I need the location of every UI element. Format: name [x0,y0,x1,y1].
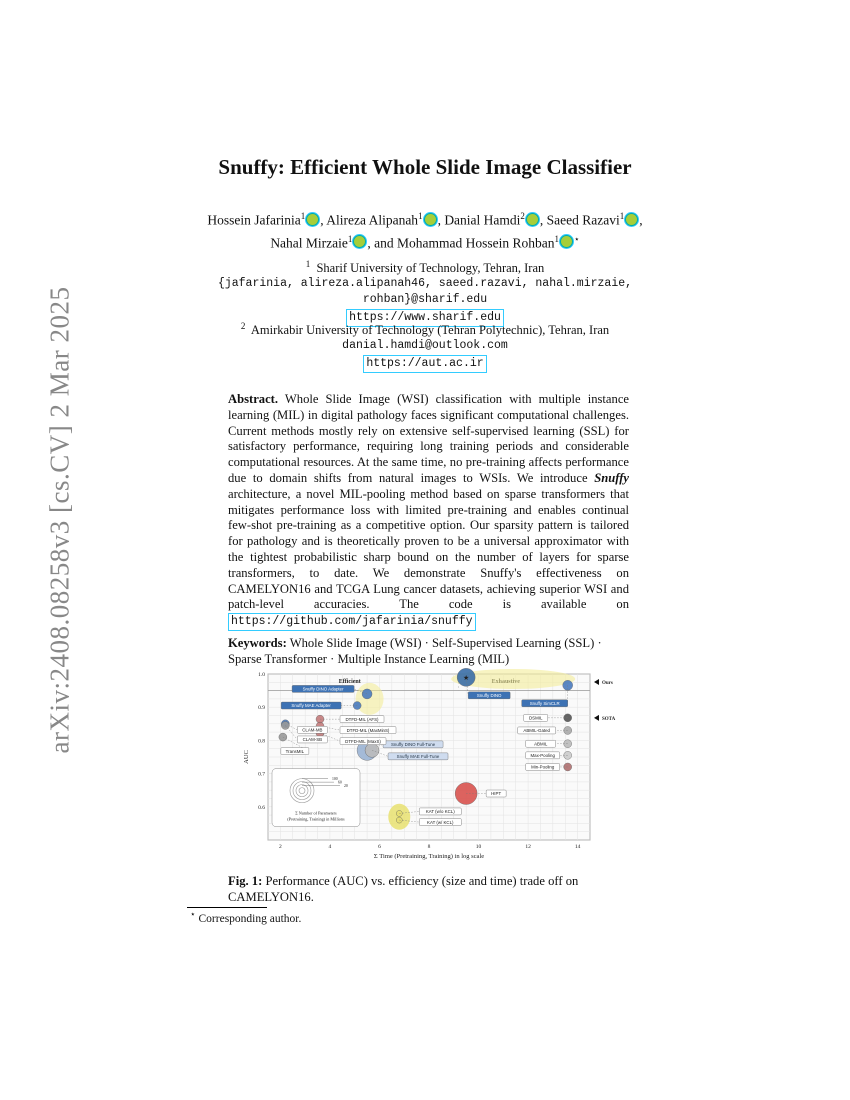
paper-title: Snuffy: Efficient Whole Slide Image Classifier [218,155,632,179]
performance-efficiency-chart [228,668,628,863]
star-icon: ★ [463,673,470,682]
affiliation-url-link[interactable]: https://aut.ac.ir [363,355,486,373]
abstract-label: Abstract. [228,392,279,406]
data-label: ABMIL-Gated [523,728,551,734]
region-label: Efficient [338,679,361,685]
marker-label: Ours [602,680,613,686]
data-label: HIPT [491,791,502,797]
orcid-icon[interactable] [560,235,573,248]
x-tick-label: 14 [574,844,581,850]
data-label: Snuffy DINO Adapter [302,686,344,692]
x-tick-label: 6 [378,844,381,850]
x-axis-label: Σ Time (Pretraining, Training) in log scale [373,853,485,860]
data-point [365,743,379,757]
x-tick-label: 10 [475,844,482,850]
y-tick-label: 0.6 [258,804,265,811]
data-label: CLAM-MB [302,727,323,733]
legend-size-label: 100 [332,777,338,782]
y-axis-label: AUC [243,750,250,764]
affiliation-url-link[interactable]: https://www.sharif.edu [346,309,504,327]
data-label: KAT (w/o KCL) [425,809,455,815]
author-name: Nahal Mirzaie [270,235,348,250]
data-label: DTFD-MIL (AFS) [345,716,379,722]
x-tick-label: 2 [279,844,282,850]
data-label: Min-Pooling [531,764,555,770]
author-name: Hossein Jafarinia [207,212,301,228]
email-line: {jafarinia, alireza.alipanah46, saeed.razavi, nahal.mirzaie, [217,277,633,291]
orcid-icon[interactable] [526,213,539,226]
data-label: Snuffy SimCLR [529,700,560,706]
footnote-rule [187,907,267,908]
data-label: DTFD-MIL (MaxMinS) [346,727,390,733]
data-label: KAT (w/ KCL) [427,819,454,825]
arxiv-identifier: arXiv:2408.08258v3 [cs.CV] 2 Mar 2025 [44,286,75,754]
legend-title: Σ Number of Parameters [295,810,337,816]
orcid-icon[interactable] [306,213,319,226]
highlight-halo [388,804,410,830]
marker-label: SOTA [602,716,616,722]
x-tick-label: 4 [328,844,332,850]
orcid-icon[interactable] [424,213,437,226]
legend-size-label: 20 [344,784,348,789]
author-name: Saeed Razavi [546,212,620,228]
data-point [353,702,361,710]
author-list: Hossein Jafarinia$^1$ , Alireza Alipanah$^1$ , Danial Hamdi$^2$ , Saeed Razavi$^1$ , Nahal Mirzaie$^1$ , and Mohammad Hossein Rohban$^1$ ⋆ [207,211,643,250]
affiliation-2: $^2$ Amirkabir University of Technology (Tehran Polytechnic), Tehran, Iran danial.hamdi@outlook.com https://aut.ac.ir [190,318,660,373]
figure-caption: Fig. 1: Performance (AUC) vs. efficiency (size and time) trade off on CAMELYON16. [228,874,579,904]
data-label: DSMIL [528,715,543,721]
highlight-halo [356,683,384,715]
data-label: Snuffy DINO [476,693,502,699]
data-label: ABMIL [534,741,548,747]
data-label: Max-Pooling [530,753,555,759]
legend-title: (Pretraining, Training) in Millions [287,816,345,822]
y-tick-label: 1.0 [258,672,265,678]
data-label: DTFD-MIL (MaxS) [345,738,381,744]
email-line: rohban}@sharif.edu [362,293,488,307]
data-label: TransMIL [285,748,305,754]
y-tick-label: 0.7 [258,771,265,778]
data-label: Snuffy MAE Adapter [291,703,331,709]
data-label: CLAM-SB [302,737,323,743]
abstract: Abstract. Whole Slide Image (WSI) classification with multiple instance learning (MIL) in digital pathology faces significant computational challenges. Current methods mostly rely on extensive self-supervised learning (SSL) for satisfactory performance, requiring long training periods and considerable computational resources. At the same time, no pre-training affects performance due to domain shifts from natural images to WSIs. We introduce Snuffy architecture, a novel MIL-pooling method based on sparse transformers that mitigates performance loss with limited pre-training and enables continual few-shot pre-training as a competitive option. Our sparsity pattern is tailored for pathology and is theoretically proven to be a universal approximator with the tightest probabilistic sharp bound on the number of layers for sparse transformers, to date. We demonstrate Snuffy's effectiveness on CAMELYON16 and TCGA Lung cancer datasets, achieving superior WSI and patch-level accuracies. The code is available on https://github.com/jafarinia/snuffy [228,392,629,631]
data-label: Snuffy DINO Full-Tune [390,742,436,748]
y-tick-label: 0.9 [258,705,265,712]
data-label: Snuffy MAE Full-Tune [396,754,440,760]
marker-arrow-icon [594,679,599,685]
author-name: Danial Hamdi [444,212,521,228]
y-tick-label: 0.8 [258,738,265,745]
x-tick-label: 8 [427,844,431,850]
corresponding-marker: ⋆ [574,233,580,244]
keywords: Keywords: Whole Slide Image (WSI) · Self-Supervised Learning (SSL) · Sparse Transformer · Multiple Instance Learning (MIL) [228,636,602,666]
email-line: danial.hamdi@outlook.com [342,339,508,353]
author-name: Mohammad Hossein Rohban [397,235,555,250]
x-tick-label: 12 [525,844,531,850]
code-url-link[interactable]: https://github.com/jafarinia/snuffy [228,613,476,631]
marker-arrow-icon [594,715,599,721]
legend-size-label: 60 [338,780,342,785]
footnote: ⋆ Corresponding author. [190,909,302,925]
orcid-icon[interactable] [353,235,366,248]
affiliation-1: $^1$ Sharif University of Technology, Tehran, Iran {jafarinia, alireza.alipanah46, saeed.razavi, nahal.mirzaie, rohban}@sharif.edu https://www.sharif.edu [190,256,660,327]
orcid-icon[interactable] [625,213,638,226]
author-name: Alireza Alipanah [326,212,419,228]
